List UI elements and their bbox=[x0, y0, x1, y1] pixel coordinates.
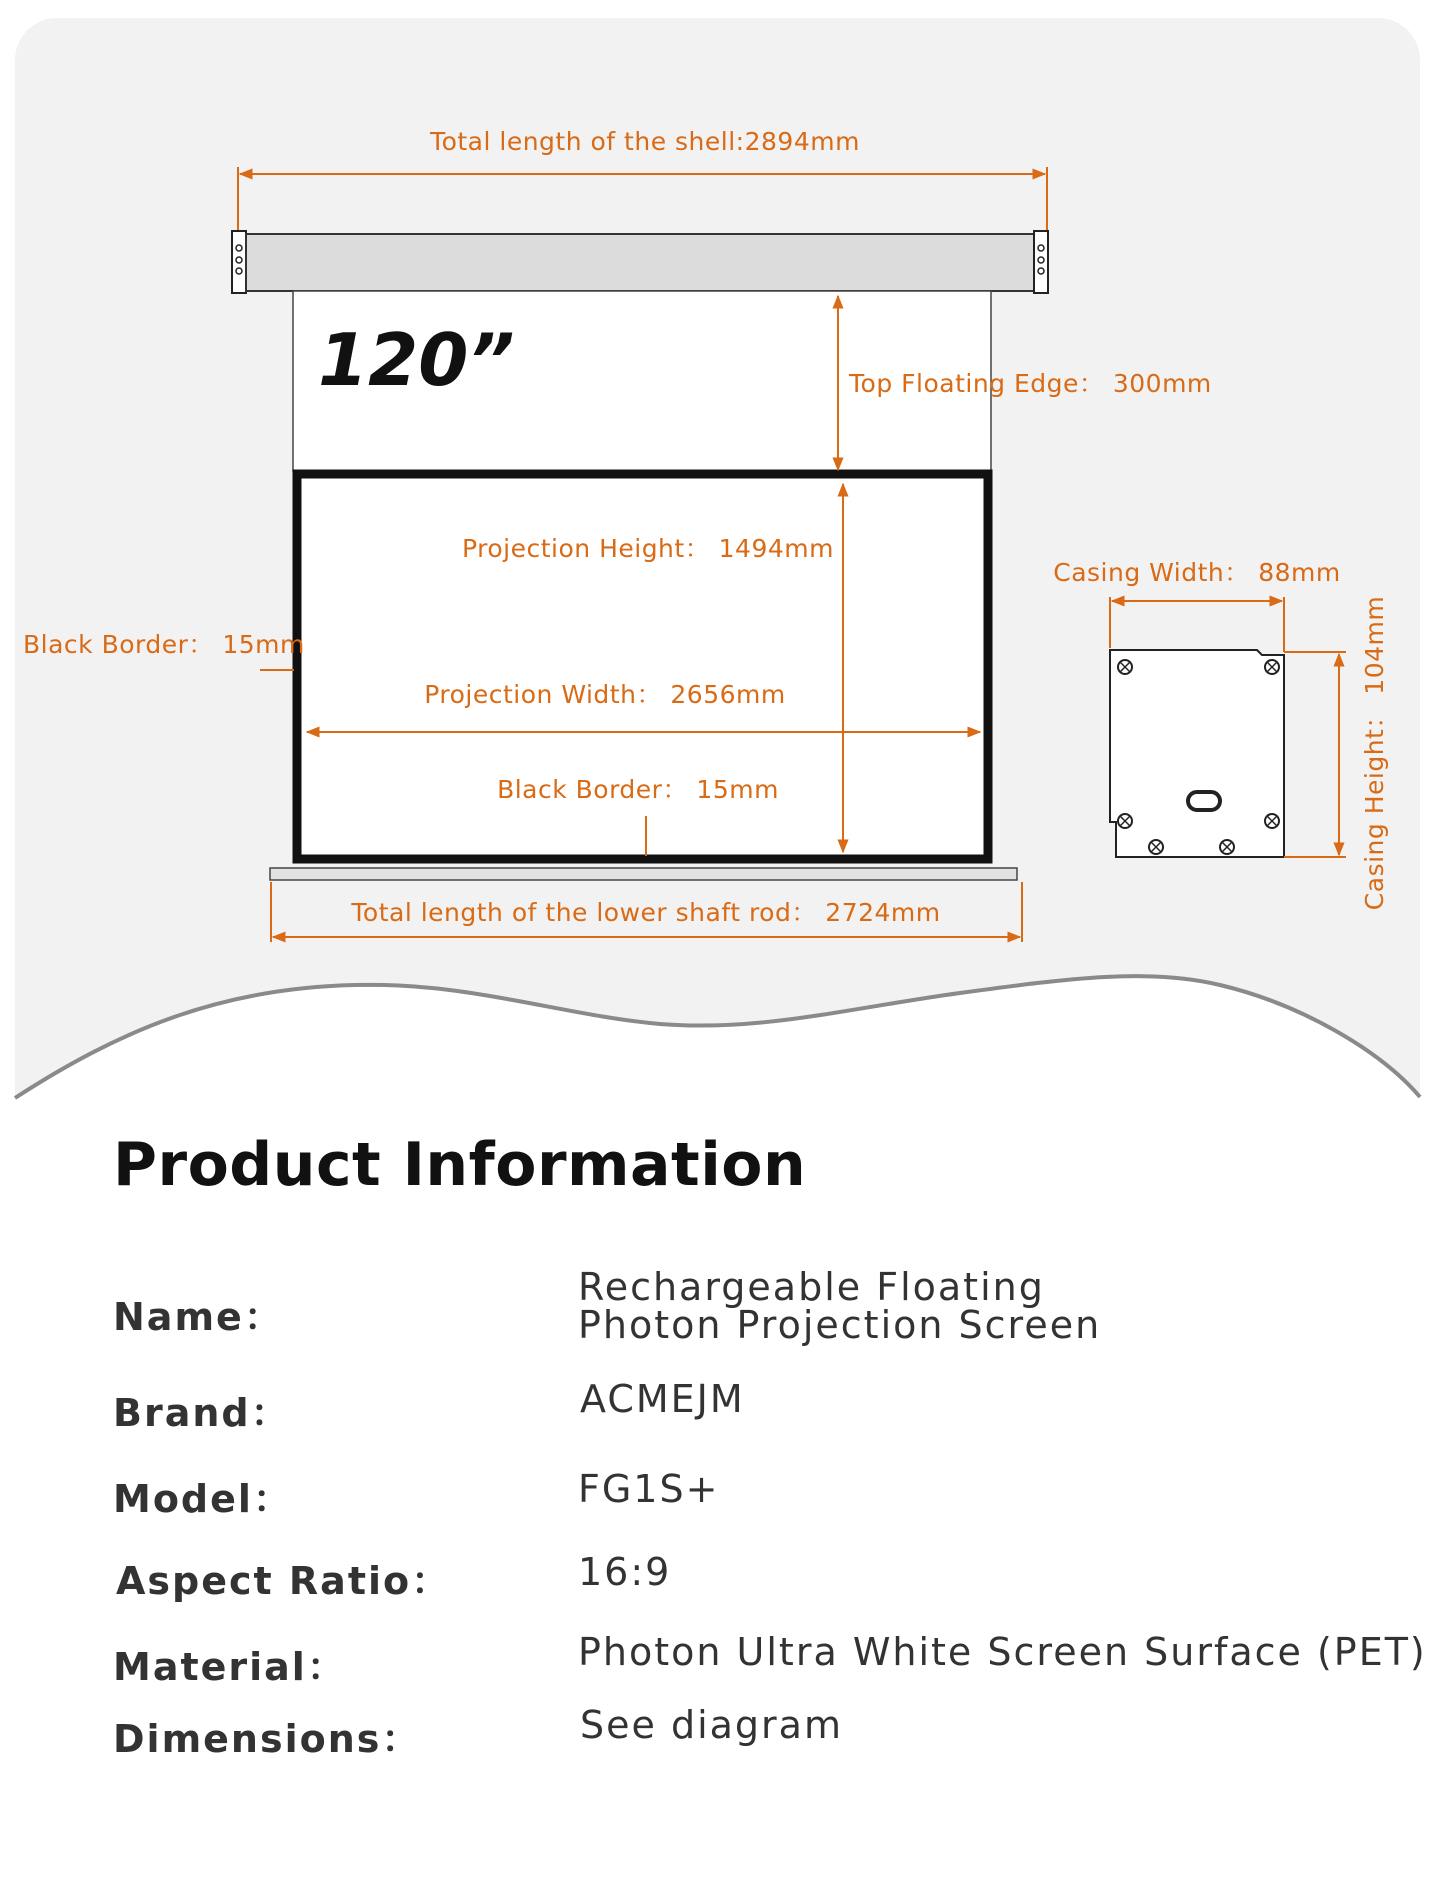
casing-cross-section bbox=[1110, 650, 1284, 857]
casing-width-dimension bbox=[1053, 558, 1341, 652]
brand-value: ACMEJM bbox=[580, 1377, 745, 1421]
casing-width-label: Casing Width： 88mm bbox=[1053, 558, 1341, 587]
name-label: Name： bbox=[113, 1295, 284, 1339]
top-floating-edge-label: Top Floating Edge： 300mm bbox=[849, 369, 1212, 398]
aspect-ratio-value: 16:9 bbox=[578, 1550, 672, 1594]
material-value: Photon Ultra White Screen Surface (PET) bbox=[578, 1630, 1427, 1674]
dimensions-value: See diagram bbox=[580, 1703, 843, 1747]
black-border-bottom-label: Black Border： 15mm bbox=[497, 775, 779, 804]
screen-housing bbox=[232, 231, 1048, 293]
black-border-left-callout bbox=[23, 630, 305, 670]
wave-divider bbox=[0, 976, 1445, 1110]
lower-shaft-length-dimension bbox=[271, 882, 1022, 942]
model-value: FG1S+ bbox=[578, 1467, 720, 1511]
name-value: Rechargeable Floating Photon Projection Screen bbox=[578, 1265, 1102, 1347]
product-information-title: Product Information bbox=[113, 1130, 807, 1200]
material-label: Material： bbox=[113, 1645, 347, 1689]
dimensions-label: Dimensions： bbox=[113, 1717, 422, 1761]
projection-width-label: Projection Width： 2656mm bbox=[424, 680, 786, 709]
model-label: Model： bbox=[113, 1477, 293, 1521]
aspect-ratio-label: Aspect Ratio： bbox=[116, 1559, 452, 1603]
black-border-left-label: Black Border： 15mm bbox=[23, 630, 305, 659]
lower-shaft-length-label: Total length of the lower shaft rod： 2724mm bbox=[351, 898, 941, 927]
brand-label: Brand： bbox=[113, 1391, 291, 1435]
casing-height-label: Casing Height： 104mm bbox=[1360, 595, 1389, 911]
shell-length-label: Total length of the shell:2894mm bbox=[430, 127, 860, 156]
lower-shaft-rod bbox=[270, 868, 1017, 880]
screen-size-label: 120” bbox=[318, 318, 515, 402]
shell-length-dimension bbox=[238, 127, 1047, 235]
projection-height-label: Projection Height： 1494mm bbox=[462, 534, 834, 563]
casing-height-dimension bbox=[1284, 596, 1389, 910]
